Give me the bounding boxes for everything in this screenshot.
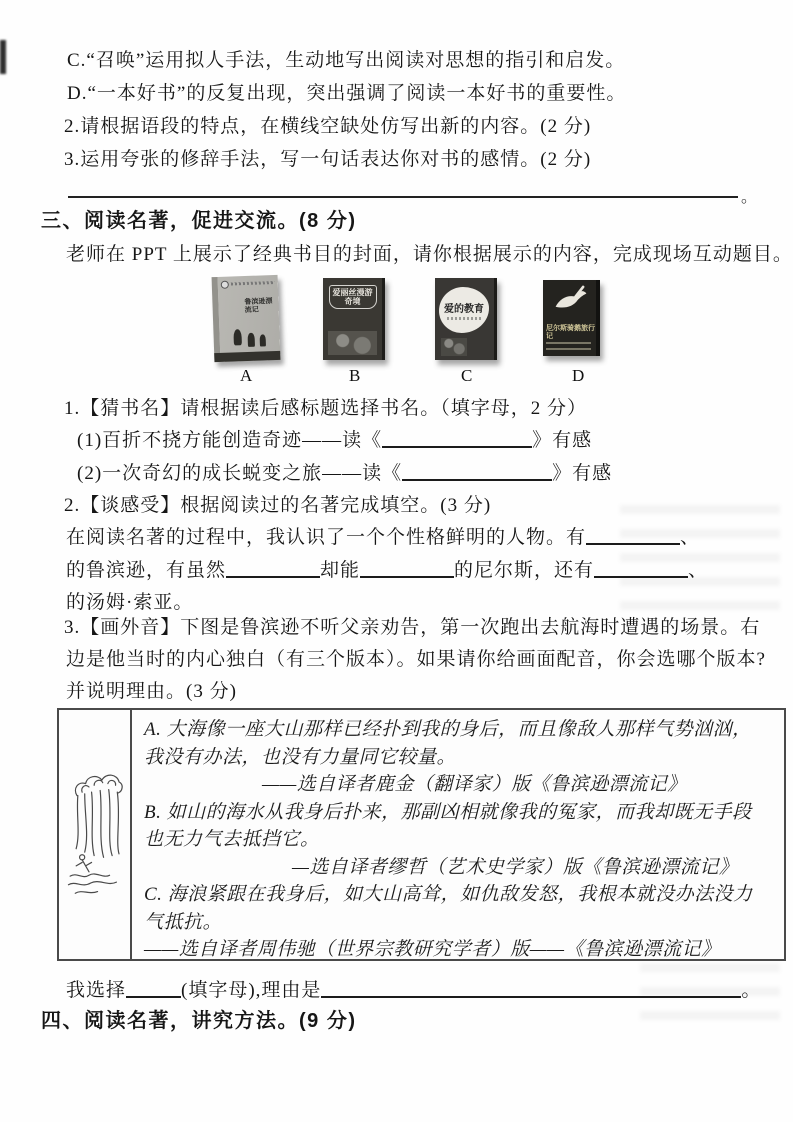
book-a-header [221, 279, 275, 288]
book-label-a: A [240, 366, 253, 385]
book-label-b: B [349, 366, 361, 385]
fill-blank [126, 980, 181, 998]
section3-heading: 三、阅读名著，促进交流。(8 分) [41, 210, 357, 232]
book-label-d: D [572, 366, 585, 385]
book-cover-c [435, 278, 497, 360]
q1-sub1 [77, 430, 592, 452]
q1-sub2-pre: (2)一次奇幻的成长蜕变之旅——读《 [77, 463, 403, 484]
q2-line2 [66, 560, 708, 582]
voice-over-options-box [57, 708, 786, 961]
fill-blank [360, 560, 454, 578]
q1-stem: 1.【猜书名】请根据读后感标题选择书名。（填字母，2 分） [64, 398, 588, 419]
q2-line2-post: 、 [688, 560, 709, 581]
option-c-line: C.“召唤”运用拟人手法，生动地写出阅读对思想的指引和启发。 [67, 50, 626, 71]
version-c-line2: 气抵抗。 [144, 911, 223, 933]
figure-silhouette [260, 334, 266, 346]
q2-line3: 的汤姆·索亚。 [66, 592, 194, 613]
publisher-logo-icon [221, 280, 229, 288]
fill-blank [226, 560, 320, 578]
question-3-line: 3.运用夸张的修辞手法，写一句话表达你对书的感情。(2 分) [64, 149, 592, 170]
scene-illustration-cell [59, 710, 132, 959]
rule-terminal-period: 。 [741, 189, 758, 206]
q2-line2-b: 却能 [320, 560, 361, 581]
wave-illustration [65, 760, 125, 910]
q1-sub1-pre: (1)百折不挠方能创造奇迹——读《 [77, 430, 383, 451]
book-cover-d [543, 280, 600, 356]
book-b-title: 爱丽丝漫游奇境 [329, 285, 377, 309]
q3-stem-line3: 并说明理由。(3 分) [66, 681, 237, 702]
q3-answer-line [66, 980, 761, 1002]
answer-pre: 我选择 [66, 980, 127, 1001]
palm-tree-silhouette [233, 329, 242, 345]
version-a-source: ——选自译者鹿金（翻译家）版《鲁滨逊漂流记》 [262, 774, 687, 795]
q2-stem: 2.【谈感受】根据阅读过的名著完成填空。(3 分) [64, 495, 492, 516]
version-a-line2: 我没有办法，也没有力量同它较量。 [144, 746, 457, 768]
book-a-series-text [231, 281, 275, 286]
book-a-title: 鲁滨逊漂流记 [244, 297, 273, 315]
book-label-c: C [461, 366, 473, 385]
q2-line1-pre: 在阅读名著的过程中，我认识了一个个性格鲜明的人物。有 [66, 527, 587, 548]
book-c-title: 爱的教育 [444, 304, 484, 315]
q2-line2-a: 的鲁滨逊，有虽然 [66, 560, 227, 581]
fill-blank [594, 560, 688, 578]
q1-sub1-post: 》有感 [532, 430, 593, 451]
answer-rule [68, 196, 738, 198]
book-d-title: 尼尔斯骑鹅旅行记 [546, 324, 595, 340]
q3-stem-line2: 边是他当时的内心独白（有三个版本）。如果请你给画面配音，你会选哪个版本? [66, 649, 766, 670]
fill-blank [321, 980, 741, 998]
option-d-line: D.“一本好书”的反复出现，突出强调了阅读一本好书的重要性。 [67, 83, 627, 104]
version-b-line2: 也无力气去抵挡它。 [144, 829, 320, 850]
scan-artifact [0, 40, 6, 74]
book-c-subtitle-text [447, 317, 481, 320]
section3-intro: 老师在 PPT 上展示了经典书目的封面，请你根据展示的内容，完成现场互动题目。 [66, 244, 793, 265]
book-a-bottom-band [214, 351, 280, 362]
goose-illustration [549, 284, 593, 314]
fill-blank [382, 430, 532, 448]
q2-line2-c: 的尼尔斯，还有 [454, 560, 595, 581]
version-b-line1: B. 如山的海水从我身后扑来，那副凶相就像我的冤家，而我却既无手段 [144, 801, 752, 823]
book-c-cloud-shape [439, 287, 489, 333]
answer-period: 。 [741, 980, 762, 1001]
version-a-line1: A. 大海像一座大山那样已经扑到我的身后，而且像敌人那样气势汹汹， [144, 719, 752, 740]
q1-sub2 [77, 463, 612, 485]
section4-heading: 四、阅读名著，讲究方法。(9 分) [41, 1010, 357, 1032]
page-bleed-artifact [620, 500, 780, 610]
q1-sub2-post: 》有感 [552, 463, 613, 484]
book-d-footer-text [546, 340, 591, 350]
book-cover-b [323, 278, 385, 360]
version-c-line1: C. 海浪紧跟在我身后，如大山高耸，如仇敌发怒，我根本就没办法没力 [144, 884, 753, 905]
version-c-source: ——选自译者周伟驰（世界宗教研究学者）版——《鲁滨逊漂流记》 [144, 939, 721, 959]
book-c-illustration [441, 338, 467, 356]
book-b-illustration [328, 331, 377, 355]
question-2-line: 2.请根据语段的特点，在横线空缺处仿写出新的内容。(2 分) [64, 116, 592, 137]
answer-mid: (填字母),理由是 [181, 980, 322, 1001]
figure-silhouette [248, 333, 255, 347]
book-cover-a [212, 275, 281, 362]
q3-stem-line1: 3.【画外音】下图是鲁滨逊不听父亲劝告，第一次跑出去航海时遭遇的场景。右 [64, 617, 761, 638]
version-b-source: —选自译者缪哲（艺术史学家）版《鲁滨逊漂流记》 [292, 856, 739, 878]
q2-line1 [66, 527, 700, 549]
fill-blank [402, 463, 552, 481]
voice-over-text-cell [132, 710, 784, 959]
q2-line1-post: 、 [680, 527, 701, 548]
fill-blank [586, 527, 680, 545]
